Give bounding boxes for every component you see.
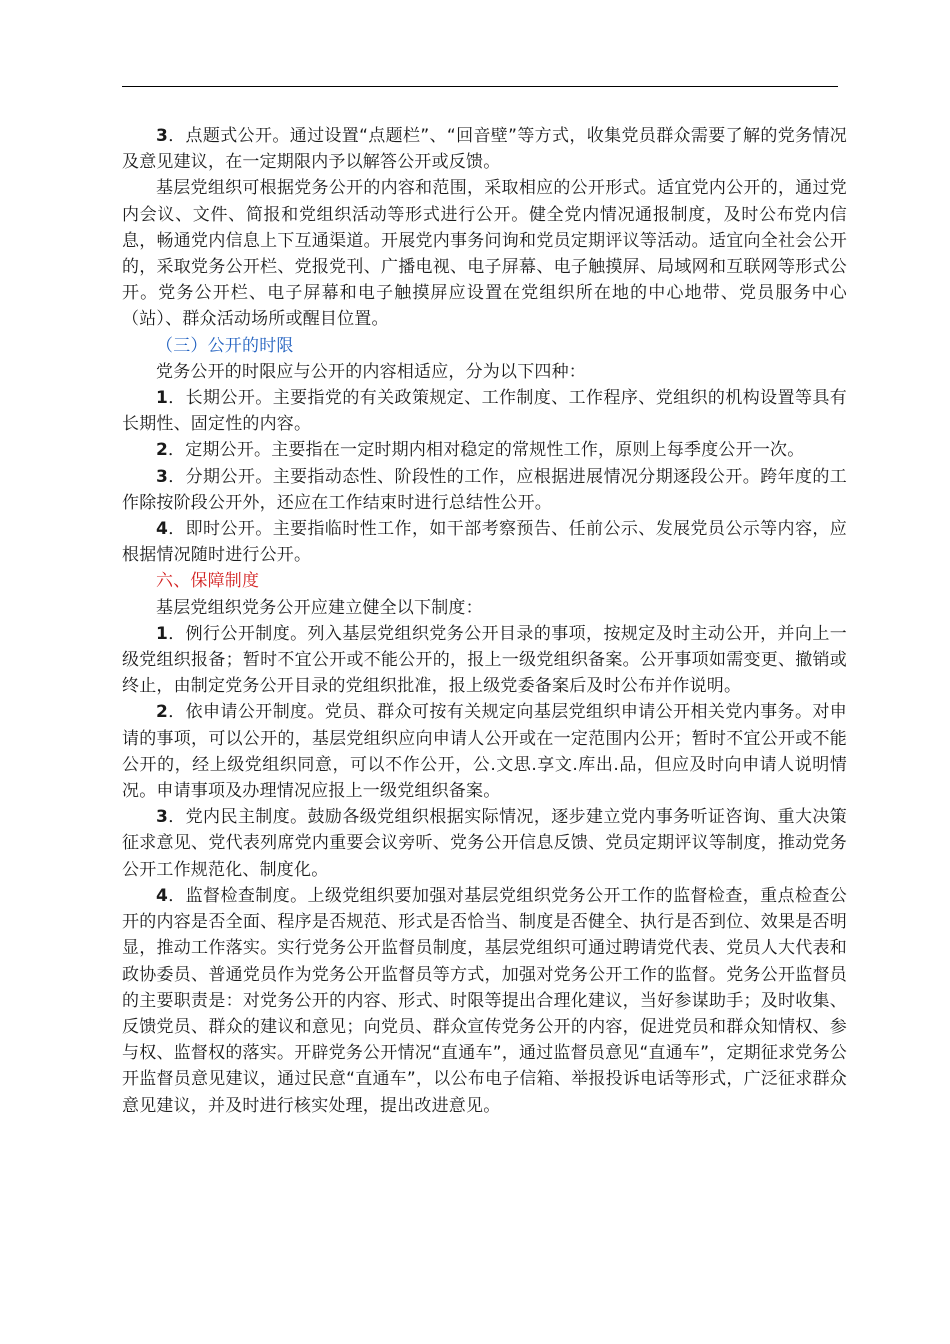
- paragraph: [122, 175, 847, 332]
- paragraph: [122, 804, 847, 883]
- paragraph: [122, 595, 847, 621]
- paragraph-text: ．长期公开。主要指党的有关政策规定、工作制度、工作程序、党组织的机构设置等具有长期性、固定性的内容。: [122, 388, 847, 435]
- header-rule: [122, 86, 838, 87]
- paragraph: [122, 437, 847, 463]
- item-number: 4: [156, 885, 169, 906]
- item-number: 2: [156, 702, 169, 723]
- paragraph: [122, 883, 847, 1119]
- paragraph-text: ．即时公开。主要指临时性工作，如干部考察预告、任前公示、发展党员公示等内容，应根据情况随时进行公开。: [122, 519, 847, 566]
- heading-text: 六、保障制度: [156, 571, 260, 592]
- paragraph: [122, 359, 847, 385]
- item-number: 1: [156, 623, 169, 644]
- paragraph-text: ．点题式公开。通过设置“点题栏”、“回音壁”等方式，收集党员群众需要了解的党务情况及意见建议，在一定期限内予以解答公开或反馈。: [122, 126, 847, 173]
- item-number: 3: [156, 466, 169, 487]
- paragraph: [122, 385, 847, 437]
- paragraph: [122, 699, 847, 804]
- item-number: 3: [156, 807, 169, 828]
- item-number: 3: [156, 126, 169, 146]
- paragraph-text: ．监督检查制度。上级党组织要加强对基层党组织党务公开工作的监督检查，重点检查公开的内容是否全面、程序是否规范、形式是否恰当、制度是否健全、执行是否到位、效果是否明显，推动工作落实。实行党务公开监督员制度，基层党组织可通过聘请党代表、党员人大代表和政协委员、普通党员作为党务公开监督员等方式，加强对党务公开工作的监督。党务公开监督员的主要职责是：对党务公开的内容、形式、时限等提出合理化建议，当好参谋助手；及时收集、反馈党员、群众的建议和意见；向党员、群众宣传党务公开的内容，促进党员和群众知情权、参与权、监督权的落实。开辟党务公开情况“直通车”，通过监督员意见“直通车”，定期征求党务公开监督员意见建议，通过民意“直通车”，以公布电子信箱、举报投诉电话等形式，广泛征求群众意见建议，并及时进行核实处理，提出改进意见。: [122, 885, 847, 1116]
- paragraph-text: ．例行公开制度。列入基层党组织党务公开目录的事项，按规定及时主动公开，并向上一级党组织报备；暂时不宜公开或不能公开的，报上一级党组织备案。公开事项如需变更、撤销或终止，由制定党务公开目录的党组织批准，报上级党委备案后及时公布并作说明。: [122, 623, 847, 697]
- item-number: 4: [156, 519, 169, 540]
- document-body: [122, 123, 847, 1119]
- chapter-heading: [122, 568, 847, 594]
- heading-text: （三）公开的时限: [156, 335, 294, 356]
- paragraph: [122, 123, 847, 175]
- item-number: 2: [156, 440, 169, 461]
- paragraph-text: 党务公开的时限应与公开的内容相适应，分为以下四种：: [156, 361, 586, 382]
- paragraph-text: ．党内民主制度。鼓励各级党组织根据实际情况，逐步建立党内事务听证咨询、重大决策征求意见、党代表列席党内重要会议旁听、党务公开信息反馈、党员定期评议等制度，推动党务公开工作规范化、制度化。: [122, 807, 847, 880]
- paragraph-text: 基层党组织可根据党务公开的内容和范围，采取相应的公开形式。适宜党内公开的，通过党内会议、文件、简报和党组织活动等形式进行公开。健全党内情况通报制度，及时公布党内信息，畅通党内信息上下互通渠道。开展党内事务问询和党员定期评议等活动。适宜向全社会公开的，采取党务公开栏、党报党刊、广播电视、电子屏幕、电子触摸屏、局域网和互联网等形式公开。党务公开栏、电子屏幕和电子触摸屏应设置在党组织所在地的中心地带、党员服务中心（站）、群众活动场所或醒目位置。: [122, 178, 847, 330]
- paragraph: [122, 621, 847, 700]
- paragraph: [122, 464, 847, 516]
- paragraph-text: 基层党组织党务公开应建立健全以下制度：: [156, 597, 483, 618]
- paragraph-text: ．分期公开。主要指动态性、阶段性的工作，应根据进展情况分期逐段公开。跨年度的工作除按阶段公开外，还应在工作结束时进行总结性公开。: [122, 466, 847, 513]
- item-number: 1: [156, 388, 169, 409]
- paragraph-text: ．定期公开。主要指在一定时期内相对稳定的常规性工作，原则上每季度公开一次。: [168, 440, 805, 461]
- paragraph-text: ．依申请公开制度。党员、群众可按有关规定向基层党组织申请公开相关党内事务。对申请的事项，可以公开的，基层党组织应向申请人公开或在一定范围内公开；暂时不宜公开或不能公开的，经上级党组织同意，可以不作公开，公.文思.享文.库出.品，但应及时向申请人说明情况。申请事项及办理情况应报上一级党组织备案。: [122, 702, 847, 802]
- paragraph: [122, 516, 847, 568]
- section-heading: [122, 333, 847, 359]
